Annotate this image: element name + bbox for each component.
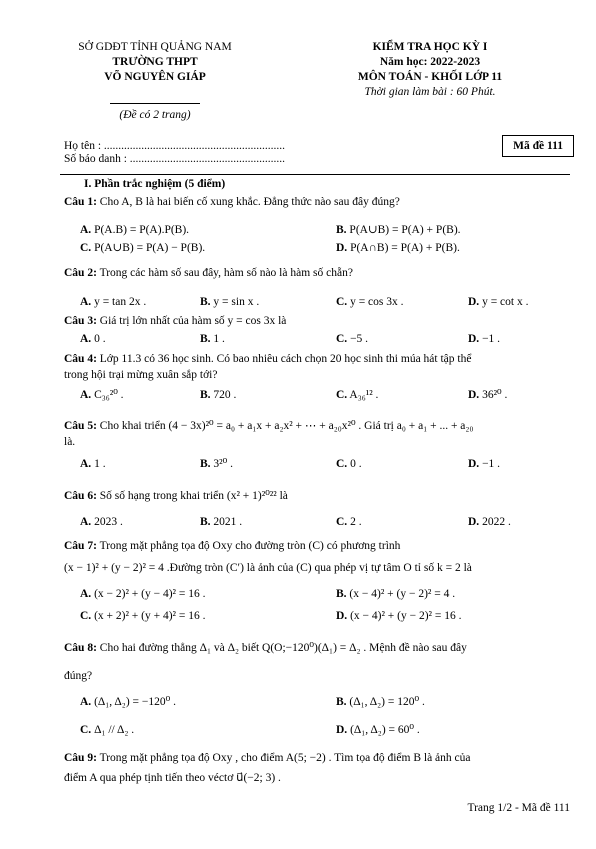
q4-option-d[interactable]: D. 36²⁰ . [468, 389, 508, 401]
school-year: Năm học: 2022-2023 [379, 56, 481, 68]
page-count-note: (Đề có 2 trang) [119, 109, 191, 121]
question-8-options-row2 [80, 722, 570, 738]
name-field: Họ tên : ............................................................... [64, 140, 286, 152]
q4-option-c[interactable]: C. A₃₆¹² . [336, 389, 379, 401]
q8-option-c[interactable]: C. Δ₁ // Δ₂ . [80, 724, 135, 736]
question-4-options [80, 387, 570, 403]
school-name-line1: TRƯỜNG THPT [112, 56, 198, 68]
question-8 [64, 640, 569, 684]
q8-option-a[interactable]: A. (Δ₁, Δ₂) = −120⁰ . [80, 696, 176, 708]
school-name-line2: VÕ NGUYÊN GIÁP [104, 71, 206, 83]
q6-option-b[interactable]: B. 2021 . [200, 516, 243, 528]
question-6-options [80, 514, 570, 530]
section-title: I. Phần trắc nghiệm (5 điểm) [84, 178, 226, 190]
id-field: Số báo danh : ...................................................... [64, 153, 286, 165]
q4-option-a[interactable]: A. C₃₆²⁰ . [80, 389, 124, 401]
q1-option-a[interactable]: A. P(A.B) = P(A).P(B). [80, 224, 190, 236]
question-5 [64, 418, 569, 450]
q3-option-b[interactable]: B. 1 . [200, 333, 225, 345]
q3-option-d[interactable]: D. −1 . [468, 333, 501, 345]
question-4-stem-line2: trong hội trại mừng xuân sắp tới? [64, 369, 218, 381]
exam-code-box: Mã đề 111 [502, 135, 574, 157]
question-5-options [80, 456, 570, 472]
time-limit: Thời gian làm bài : 60 Phút. [364, 86, 496, 98]
question-4-stem-line1: Câu 4: Lớp 11.3 có 36 học sinh. Có bao nhiêu cách chọn 20 học sinh thi múa hát tập thể [64, 353, 472, 365]
q4-option-b[interactable]: B. 720 . [200, 389, 237, 401]
question-2-stem: Câu 2: Trong các hàm số sau đây, hàm số nào là hàm số chẵn? [64, 267, 353, 279]
q7-option-c[interactable]: C. (x + 2)² + (y + 4)² = 16 . [80, 610, 206, 622]
question-7-options-row1 [80, 586, 570, 602]
q7-option-d[interactable]: D. (x − 4)² + (y − 2)² = 16 . [336, 610, 462, 622]
question-1-stem: Câu 1: Cho A, B là hai biến cố xung khắc. Đẳng thức nào sau đây đúng? [64, 196, 400, 208]
subject-line: MÔN TOÁN - KHỐI LỚP 11 [357, 71, 503, 83]
question-2-options [80, 294, 570, 310]
question-8-stem-line1: Câu 8: Cho hai đường thẳng Δ₁ và Δ₂ biết Q(O;−120⁰)(Δ₁) = Δ₂ . Mệnh đề nào sau đây [64, 642, 467, 654]
q1-option-d[interactable]: D. P(A∩B) = P(A) + P(B). [336, 242, 460, 254]
question-6-stem: Câu 6: Số số hạng trong khai triển (x² + 1)²⁰²² là [64, 490, 288, 502]
q1-option-b[interactable]: B. P(A∪B) = P(A) + P(B). [336, 224, 461, 236]
q5-option-c[interactable]: C. 0 . [336, 458, 362, 470]
header-left [60, 40, 250, 123]
question-7-options-row2 [80, 608, 570, 624]
exam-title: KIỂM TRA HỌC KỲ I [372, 41, 488, 53]
q1-option-c[interactable]: C. P(A∪B) = P(A) − P(B). [80, 242, 206, 254]
q2-option-d[interactable]: D. y = cot x . [468, 296, 529, 308]
question-3-options [80, 331, 570, 347]
q3-option-c[interactable]: C. −5 . [336, 333, 369, 345]
q8-option-b[interactable]: B. (Δ₁, Δ₂) = 120⁰ . [336, 696, 425, 708]
question-1-options-row2 [80, 240, 570, 256]
question-9 [64, 750, 569, 786]
department-name: SỞ GDĐT TỈNH QUẢNG NAM [78, 41, 232, 53]
question-8-stem-line2: đúng? [64, 670, 93, 682]
header-divider [110, 103, 200, 104]
question-3-stem: Câu 3: Giá trị lớn nhất của hàm số y = cos 3x là [64, 315, 287, 327]
question-9-stem-line2: điểm A qua phép tịnh tiến theo véctơ u⃗(−2; 3) . [64, 772, 281, 784]
q8-option-d[interactable]: D. (Δ₁, Δ₂) = 60⁰ . [336, 724, 420, 736]
q2-option-c[interactable]: C. y = cos 3x . [336, 296, 404, 308]
page-footer: Trang 1/2 - Mã đề 111 [467, 802, 570, 814]
q7-option-b[interactable]: B. (x − 4)² + (y − 2)² = 4 . [336, 588, 456, 600]
header-rule [60, 174, 570, 175]
question-9-stem-line1: Câu 9: Trong mặt phẳng tọa độ Oxy , cho điểm A(5; −2) . Tìm tọa độ điểm B là ảnh của [64, 752, 471, 764]
question-4 [64, 351, 569, 383]
question-5-stem-line1: Câu 5: Cho khai triển (4 − 3x)²⁰ = a₀ + a₁x + a₂x² + ⋯ + a₂₀x²⁰ . Giá trị a₀ + a₁ + ... + a₂₀ [64, 420, 474, 432]
question-1 [64, 194, 569, 210]
question-1-options-row1 [80, 222, 570, 238]
q5-option-d[interactable]: D. −1 . [468, 458, 501, 470]
header-right [330, 40, 530, 100]
q6-option-c[interactable]: C. 2 . [336, 516, 362, 528]
question-7 [64, 538, 569, 576]
q5-option-b[interactable]: B. 3²⁰ . [200, 458, 233, 470]
q6-option-d[interactable]: D. 2022 . [468, 516, 511, 528]
question-7-stem-line1: Câu 7: Trong mặt phẳng tọa độ Oxy cho đường tròn (C) có phương trình [64, 540, 401, 552]
question-5-stem-line2: là. [64, 436, 76, 448]
question-8-options-row1 [80, 694, 570, 710]
q7-option-a[interactable]: A. (x − 2)² + (y − 4)² = 16 . [80, 588, 206, 600]
q5-option-a[interactable]: A. 1 . [80, 458, 106, 470]
q3-option-a[interactable]: A. 0 . [80, 333, 106, 345]
question-7-stem-line2: (x − 1)² + (y − 2)² = 4 .Đường tròn (C′) là ảnh của (C) qua phép vị tự tâm O tỉ số k = 2 là [64, 562, 472, 574]
q2-option-a[interactable]: A. y = tan 2x . [80, 296, 147, 308]
q2-option-b[interactable]: B. y = sin x . [200, 296, 260, 308]
q6-option-a[interactable]: A. 2023 . [80, 516, 123, 528]
